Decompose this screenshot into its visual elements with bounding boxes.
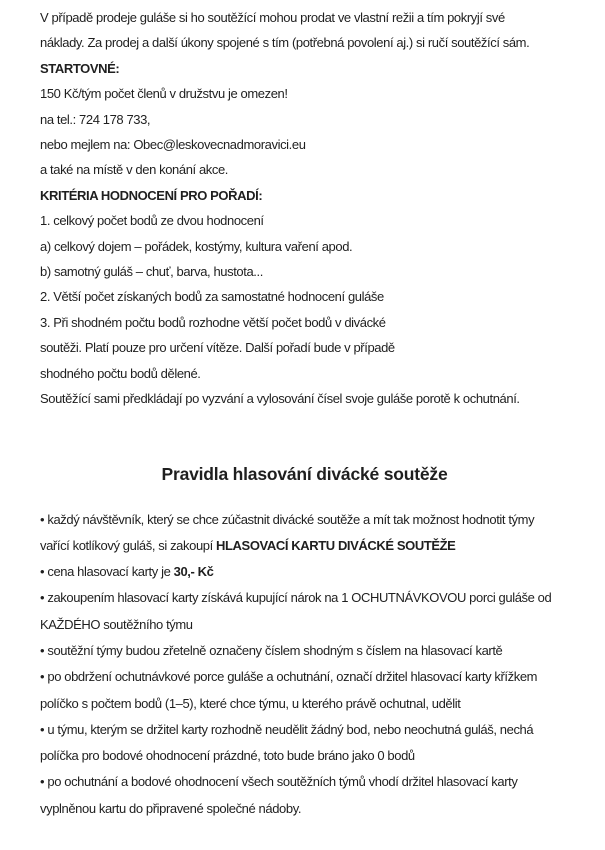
text-run: vyplněnou kartu do připravené společné nádoby.: [40, 800, 302, 816]
bold-text-run: STARTOVNÉ:: [40, 60, 120, 76]
rule-tasting-portion-line-1: [40, 585, 569, 611]
intro-section: [40, 5, 569, 412]
text-run: nebo mejlem na: Obec@leskovecnadmoravici.eu: [40, 137, 306, 153]
rule-card-price: [40, 559, 569, 585]
jury-tasting-line: [40, 386, 569, 411]
criteria-item-1b: [40, 259, 569, 284]
phone-line: [40, 107, 569, 132]
intro-paragraph-line-1: [40, 5, 569, 30]
text-run: vařící kotlíkový guláš, si zakoupí: [40, 537, 217, 553]
rule-scoring-line-1: [40, 664, 569, 690]
text-run: 3. Při shodném počtu bodů rozhodne větší počet bodů v divácké: [40, 314, 386, 330]
text-run: shodného počtu bodů dělené.: [40, 365, 201, 381]
text-run: na tel.: 724 178 733,: [40, 111, 151, 127]
entry-fee-line: [40, 81, 569, 106]
text-run: KAŽDÉHO soutěžního týmu: [40, 616, 193, 632]
rule-tasting-portion-line-2: [40, 612, 569, 638]
text-run: 1. celkový počet bodů ze dvou hodnocení: [40, 213, 264, 229]
text-run: a) celkový dojem – pořádek, kostýmy, kultura vaření apod.: [40, 238, 353, 254]
rule-zero-points-line-1: [40, 717, 569, 743]
rules-section: [40, 507, 569, 823]
bold-text-run: KRITÉRIA HODNOCENÍ PRO POŘADÍ:: [40, 187, 263, 203]
criteria-label: [40, 183, 569, 208]
text-run: b) samotný guláš – chuť, barva, hustota...: [40, 264, 263, 280]
text-run: políčka pro bodové ohodnocení prázdné, toto bude bráno jako 0 bodů: [40, 748, 415, 764]
criteria-item-1: [40, 208, 569, 233]
text-run: 2. Větší počet získaných bodů za samostatné hodnocení guláše: [40, 289, 384, 305]
text-run: náklady. Za prodej a další úkony spojené s tím (potřebná povolení aj.) si ručí soutěžící sám.: [40, 35, 530, 51]
criteria-item-3-line-3: [40, 361, 569, 386]
intro-paragraph-line-2: [40, 30, 569, 55]
rule-zero-points-line-2: [40, 743, 569, 769]
text-run: • u týmu, kterým se držitel karty rozhodně neudělit žádný bod, nebo neochutná guláš, nechá: [40, 721, 534, 737]
text-run: • zakoupením hlasovací karty získává kupující nárok na 1 OCHUTNÁVKOVOU porci guláše od: [40, 590, 552, 606]
bold-text-run: HLASOVACÍ KARTU DIVÁCKÉ SOUTĚŽE: [216, 537, 456, 553]
text-run: • soutěžní týmy budou zřetelně označeny číslem shodným s číslem na hlasovací kartě: [40, 642, 503, 658]
text-run: • každý návštěvník, který se chce zúčastnit divácké soutěže a mít tak možnost hodnotit týmy: [40, 511, 535, 527]
rule-voting-card-line-2: [40, 533, 569, 559]
criteria-item-3-line-1: [40, 310, 569, 335]
rule-team-numbering: [40, 638, 569, 664]
rule-scoring-line-2: [40, 691, 569, 717]
onsite-registration-line: [40, 157, 569, 182]
email-line: [40, 132, 569, 157]
rule-card-collection-line-1: [40, 769, 569, 795]
text-run: V případě prodeje guláše si ho soutěžící mohou prodat ve vlastní režii a tím pokryjí své: [40, 10, 505, 25]
criteria-item-2: [40, 284, 569, 309]
rule-voting-card-line-1: [40, 507, 569, 533]
criteria-item-3-line-2: [40, 335, 569, 360]
rules-heading: Pravidla hlasování divácké soutěže: [161, 463, 448, 484]
text-run: • po obdržení ochutnávkové porce guláše a ochutnání, označí držitel hlasovací karty křížkem: [40, 669, 538, 685]
bold-text-run: 30,- Kč: [173, 564, 214, 580]
text-run: políčko s počtem bodů (1–5), které chce týmu, u kterého právě ochutnal, udělit: [40, 695, 461, 711]
text-run: 150 Kč/tým počet členů v družstvu je omezen!: [40, 86, 288, 102]
text-run: Soutěžící sami předkládají po vyzvání a vylosování čísel svoje guláše porotě k ochutnání.: [40, 391, 520, 407]
startovne-label: [40, 56, 569, 81]
criteria-item-1a: [40, 234, 569, 259]
text-run: • cena hlasovací karty je: [40, 564, 174, 580]
text-run: soutěži. Platí pouze pro určení vítěze. Další pořadí bude v případě: [40, 340, 395, 356]
text-run: a také na místě v den konání akce.: [40, 162, 229, 178]
rule-card-collection-line-2: [40, 796, 569, 822]
text-run: • po ochutnání a bodové ohodnocení všech soutěžních týmů vhodí držitel hlasovací karty: [40, 774, 518, 790]
